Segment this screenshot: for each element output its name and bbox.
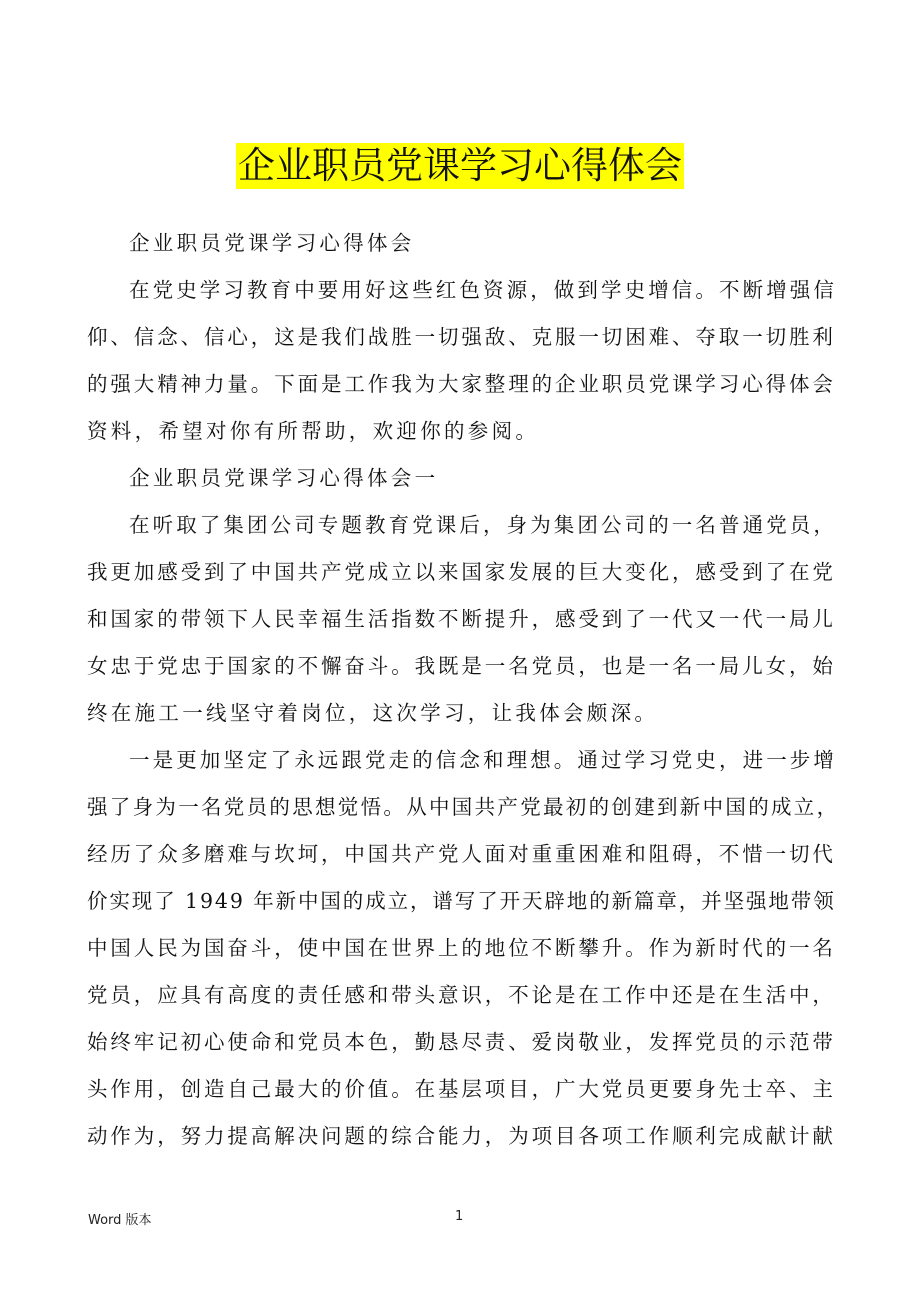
text-line: 资料，希望对你有所帮助，欢迎你的参阅。 — [87, 419, 540, 443]
text-line: 女忠于党忠于国家的不懈奋斗。我既是一名党员，也是一名一局儿女，始 — [87, 654, 836, 678]
text-line: 中国人民为国奋斗，使中国在世界上的地位不断攀升。作为新时代的一名 — [87, 936, 836, 960]
text-line: 在党史学习教育中要用好这些红色资源，做到学史增信。不断增强信 — [129, 278, 837, 302]
text-line: 和国家的带领下人民幸福生活指数不断提升，感受到了一代又一代一局儿 — [87, 607, 836, 631]
text-line: 党员，应具有高度的责任感和带头意识，不论是在工作中还是在生活中， — [87, 983, 836, 1007]
text-line: 始终牢记初心使命和党员本色，勤恳尽责、爱岗敬业，发挥党员的示范带 — [87, 1030, 836, 1054]
text-line: 终在施工一线坚守着岗位，这次学习，让我体会颇深。 — [87, 701, 659, 725]
text-line: 动作为，努力提高解决问题的综合能力，为项目各项工作顺利完成献计献 — [87, 1124, 836, 1148]
text-line: 仰、信念、信心，这是我们战胜一切强敌、克服一切困难、夺取一切胜利 — [87, 325, 836, 349]
text-line: 企业职员党课学习心得体会一 — [129, 466, 439, 490]
text-line: 价实现了 1949 年新中国的成立，谱写了开天辟地的新篇章，并坚强地带领 — [87, 889, 836, 913]
footer-label: Word 版本 — [88, 1213, 152, 1228]
title-wrapper — [0, 143, 920, 189]
text-line: 企业职员党课学习心得体会 — [129, 231, 415, 255]
document-body — [87, 228, 839, 1168]
text-line: 的强大精神力量。下面是工作我为大家整理的企业职员党课学习心得体会 — [87, 372, 836, 396]
text-line: 强了身为一名党员的思想觉悟。从中国共产党最初的创建到新中国的成立， — [87, 795, 840, 819]
text-line: 经历了众多磨难与坎坷，中国共产党人面对重重困难和阻碍，不惜一切代 — [87, 842, 836, 866]
text-line: 头作用，创造自己最大的价值。在基层项目，广大党员更要身先士卒、主 — [87, 1077, 836, 1101]
text-line: 在听取了集团公司专题教育党课后，身为集团公司的一名普通党员， — [129, 513, 837, 537]
page-number: 1 — [455, 1209, 464, 1224]
document-title: 企业职员党课学习心得体会 — [238, 144, 682, 187]
text-line: 一是更加坚定了永远跟党走的信念和理想。通过学习党史，进一步增 — [129, 748, 837, 772]
text-line: 我更加感受到了中国共产党成立以来国家发展的巨大变化，感受到了在党 — [87, 560, 836, 584]
